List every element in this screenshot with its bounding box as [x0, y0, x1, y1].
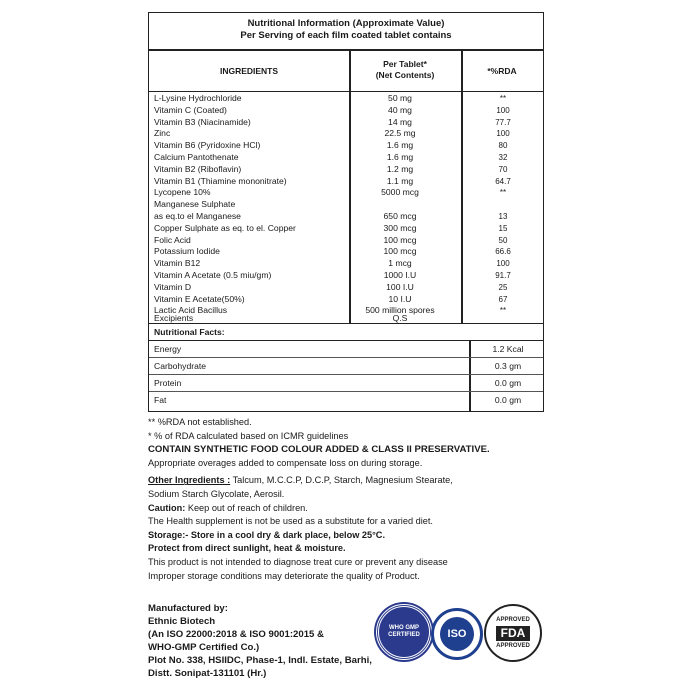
nutrition-header [148, 12, 544, 50]
facts-label: Carbohydrate [154, 361, 207, 371]
nutritional-facts-table [148, 324, 544, 412]
table-row [149, 176, 543, 188]
ingredient-amount: 650 mcg [383, 211, 417, 221]
note-storage: Storage:- Store in a cool dry & dark place, below 25°C. [148, 529, 385, 540]
ingredient-amount: 14 mg [388, 116, 412, 127]
note-improper: Improper storage conditions may deteriorate the quality of Product. [148, 570, 420, 581]
table-row [149, 246, 543, 258]
who-gmp-seal-text: WHO GMP CERTIFIED [388, 625, 420, 638]
ingredient-rda: 25 [498, 282, 508, 292]
ingredient-rda: 32 [498, 153, 508, 162]
facts-value: 0.3 gm [494, 361, 522, 371]
manufacturer-block [148, 602, 372, 680]
ingredient-name: Folic Acid [154, 234, 191, 245]
ingredient-rda: 70 [498, 164, 508, 174]
ingredient-rda: 64.7 [495, 176, 511, 186]
manufacturer-cert: (An ISO 22000:2018 & ISO 9001:2015 & [148, 629, 324, 640]
table-row [149, 93, 543, 105]
ingredient-rda: ** [499, 188, 507, 198]
note-caution [148, 502, 544, 516]
facts-value: 0.0 gm [494, 378, 522, 388]
table-row [149, 164, 543, 176]
col-header-per-tablet-line1: Per Tablet* [383, 59, 427, 69]
note-protect: Protect from direct sunlight, heat & moisture. [148, 543, 346, 554]
facts-row [149, 341, 543, 358]
ingredient-name: Calcium Pantothenate [154, 152, 239, 162]
table-row [149, 140, 543, 152]
ingredient-amount: 1 mcg [388, 258, 412, 269]
ingredient-name: Vitamin B1 (Thiamine mononitrate) [154, 175, 287, 186]
ingredient-name: Vitamin E Acetate(50%) [154, 293, 245, 304]
col-header-ingredients: INGREDIENTS [219, 66, 279, 76]
fda-text: FDA [496, 626, 531, 641]
table-row [149, 313, 543, 323]
table-row [149, 152, 543, 164]
manufacturer-label: Manufactured by: [148, 603, 228, 614]
ingredient-rda: 67 [498, 294, 508, 304]
col-header-per-tablet-line2: (Net Contents) [375, 70, 435, 80]
ingredient-rda: 100 [496, 129, 510, 139]
ingredient-amount: 100 I.U [386, 281, 414, 292]
caution-label: Caution: [148, 502, 186, 513]
table-row [149, 235, 543, 247]
ingredient-amount: Q.S [392, 313, 408, 323]
table-row [149, 128, 543, 140]
table-row [149, 294, 543, 306]
caution-text: Keep out of reach of children. [185, 502, 308, 513]
ingredient-rda: ** [499, 94, 507, 103]
ingredient-name: Copper Sulphate as eq. to el. Copper [154, 222, 296, 233]
iso-seal-icon [431, 608, 483, 660]
facts-value: 1.2 Kcal [492, 344, 524, 354]
ingredient-amount: 50 mg [388, 93, 412, 103]
manufacturer-address-1: Plot No. 338, HSIIDC, Phase-1, Indl. Estate, Barhi, [148, 655, 372, 666]
note-rda-not-established: ** %RDA not established. [148, 417, 252, 427]
facts-row [149, 392, 543, 409]
who-gmp-seal-icon [376, 604, 432, 660]
ingredient-amount: 1000 I.U [383, 270, 417, 280]
ingredient-amount: 500 million spores [365, 305, 435, 316]
ingredient-amount: 100 mcg [383, 246, 417, 257]
ingredient-name: Excipients [154, 313, 194, 323]
ingredient-name: Vitamin D [154, 281, 192, 292]
other-ingredients-label: Other Ingredients : [148, 475, 231, 486]
ingredient-amount: 22.5 mg [384, 128, 416, 139]
table-row [149, 223, 543, 235]
ingredient-name: Lycopene 10% [154, 187, 211, 198]
note-other-ingredients-2: Sodium Starch Glycolate, Aerosil. [148, 488, 285, 499]
manufacturer-cert-2: WHO-GMP Certified Co.) [148, 642, 260, 653]
ingredient-name: Vitamin B3 (Niacinamide) [154, 116, 251, 127]
ingredient-amount: 1.6 mg [386, 140, 414, 151]
ingredient-name: Zinc [154, 128, 171, 139]
manufacturer-address-2: Distt. Sonipat-131101 (Hr.) [148, 668, 267, 679]
table-row [149, 282, 543, 294]
col-header-per-tablet [349, 51, 461, 91]
facts-title: Nutritional Facts: [154, 327, 225, 337]
header-line-2: Per Serving of each film coated tablet contains [240, 30, 452, 41]
fda-top-text: APPROVED [496, 616, 530, 623]
ingredient-amount: 1.1 mg [386, 175, 414, 186]
ingredient-name: L-Lysine Hydrochloride [154, 93, 242, 103]
ingredient-name: Vitamin C (Coated) [154, 104, 227, 115]
note-overages: Appropriate overages added to compensate loss on during storage. [148, 457, 423, 468]
ingredient-rda: 15 [498, 223, 508, 233]
ingredient-name: Vitamin B12 [154, 258, 201, 269]
iso-seal-text: ISO [440, 617, 474, 651]
table-header-row [149, 51, 543, 92]
ingredient-name: Vitamin A Acetate (0.5 miu/gm) [154, 270, 272, 280]
ingredient-amount: 1.6 mg [386, 152, 414, 162]
table-row [149, 187, 543, 199]
ingredient-rda: 66.6 [495, 247, 511, 257]
header-line-1: Nutritional Information (Approximate Value) [247, 18, 445, 29]
facts-value: 0.0 gm [494, 395, 522, 405]
ingredient-amount: 100 mcg [383, 234, 417, 245]
note-health-supplement: The Health supplement is not be used as a substitute for a varied diet. [148, 516, 433, 527]
ingredient-amount: 5000 mcg [381, 187, 419, 198]
table-row [149, 105, 543, 117]
facts-label: Protein [154, 378, 182, 388]
ingredient-name: Potassium Iodide [154, 246, 220, 257]
label-notes [148, 416, 544, 583]
supplement-label [148, 12, 546, 690]
ingredient-rda: 50 [498, 235, 508, 245]
ingredient-name: Vitamin B2 (Riboflavin) [154, 163, 242, 174]
ingredient-rda: 13 [498, 212, 508, 221]
note-rda-icmr: * % of RDA calculated based on ICMR guidelines [148, 430, 349, 441]
other-ingredients-text: Talcum, M.C.C.P, D.C.P, Starch, Magnesium Stearate, [230, 475, 453, 486]
note-colour-warning: CONTAIN SYNTHETIC FOOD COLOUR ADDED & CLASS II PRESERVATIVE. [148, 444, 490, 456]
manufacturer-name: Ethnic Biotech [148, 616, 216, 627]
table-row [149, 270, 543, 282]
table-row [149, 199, 543, 211]
ingredient-rda: 100 [496, 259, 510, 269]
facts-row [149, 358, 543, 375]
ingredient-rda: ** [499, 306, 507, 316]
ingredient-amount: 300 mcg [383, 222, 417, 233]
ingredient-amount: 10 I.U [388, 293, 412, 304]
ingredient-rda: 77.7 [495, 117, 511, 127]
facts-label: Fat [154, 395, 167, 405]
fda-approved-seal-icon [484, 604, 542, 662]
ingredient-amount: 40 mg [388, 104, 412, 115]
note-other-ingredients [148, 474, 544, 488]
facts-row [149, 375, 543, 392]
facts-label: Energy [154, 344, 182, 354]
ingredient-name: Manganese Sulphate [154, 199, 236, 210]
ingredient-name: Lactic Acid Bacillus [154, 305, 228, 316]
ingredients-table [148, 50, 544, 324]
table-row [149, 117, 543, 129]
fda-bottom-text: APPROVED [496, 642, 530, 649]
note-not-intended: This product is not intended to diagnose treat cure or prevent any disease [148, 556, 448, 567]
ingredient-rda: 80 [498, 141, 508, 151]
ingredient-amount: 1.2 mg [386, 163, 414, 174]
ingredient-rda: 91.7 [495, 271, 511, 280]
col-header-rda: *%RDA [487, 66, 517, 76]
facts-title-row [149, 324, 543, 341]
ingredient-rda: 100 [496, 105, 510, 115]
table-row [149, 258, 543, 270]
ingredient-name: as eq.to el Manganese [154, 211, 241, 221]
ingredient-name: Vitamin B6 (Pyridoxine HCl) [154, 140, 261, 151]
table-row [149, 211, 543, 223]
